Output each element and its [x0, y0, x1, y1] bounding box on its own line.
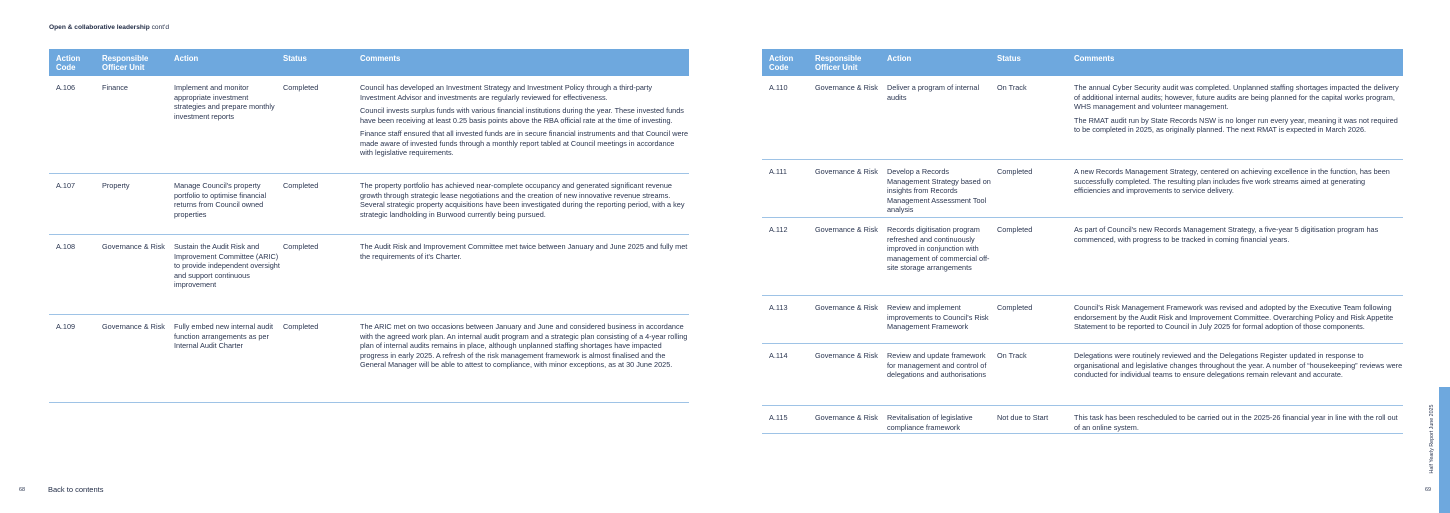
table-row	[762, 160, 1403, 218]
page-number-right: 69	[1425, 487, 1432, 493]
status-text: Completed	[283, 181, 319, 190]
status-text: Not due to Start	[997, 413, 1049, 422]
action-code: A.112	[769, 225, 788, 234]
heading-suffix: cont'd	[149, 24, 170, 31]
action-code: A.108	[56, 242, 76, 251]
table-header	[762, 49, 1403, 76]
table-row	[49, 174, 689, 235]
comment-paragraph: The property portfolio has achieved near-complete occupancy and generated significant revenue growth through strategic lease negotiations and the creation of new innovative revenue streams. Several strategic property acquisitions have been investigated during the reporting period, with a key strategic landholding in Burwood currently being pursued.	[360, 181, 685, 219]
action-code: A.110	[769, 83, 788, 92]
table-row	[762, 296, 1403, 344]
comments-cell	[360, 83, 689, 162]
comments-cell	[1074, 167, 1403, 200]
col-responsible-unit: Responsible Officer Unit	[102, 54, 149, 72]
col-status: Status	[997, 54, 1021, 63]
responsible-unit: Governance & Risk	[815, 413, 878, 422]
comments-cell	[1074, 225, 1403, 248]
responsible-unit: Governance & Risk	[815, 303, 878, 312]
action-code: A.113	[769, 303, 788, 312]
table-body	[49, 76, 689, 403]
side-tab	[1439, 387, 1450, 513]
responsible-unit: Finance	[102, 83, 128, 92]
action-text: Implement and monitor appropriate investment strategies and prepare monthly investment reports	[174, 83, 275, 121]
comment-paragraph: Council has developed an Investment Strategy and Investment Policy through a third-party Investment Advisor and investments are regularly reviewed for effectiveness.	[360, 83, 653, 102]
comment-paragraph: This task has been rescheduled to be carried out in the 2025-26 financial year in line with the roll out of an online system.	[1074, 413, 1398, 432]
comment-paragraph: The RMAT audit run by State Records NSW is no longer run every year, meaning it was not required to be completed in 2025, as originally planned. The next RMAT is expected in March 2026.	[1074, 115, 1398, 134]
responsible-unit: Governance & Risk	[815, 83, 878, 92]
action-text: Deliver a program of internal audits	[887, 83, 980, 102]
col-action: Action	[174, 54, 199, 63]
responsible-unit: Property	[102, 181, 130, 190]
comment-paragraph: The ARIC met on two occasions between January and June and considered business in accordance with the agreed work plan. An internal audit program and a strategic plan consisting of a 4-year rolling plan of internal audits remains in place, although unplanned staffing shortages have impacted progress in early 2025. A refresh of the risk management framework is almost finalised and the General Manager will be able to attest to compliance, with minor exceptions, as at 30 June 2025.	[360, 322, 688, 369]
heading-bold: Open & collaborative leadership	[49, 24, 150, 31]
comments-cell	[1074, 83, 1403, 139]
table-row	[762, 344, 1403, 406]
responsible-unit: Governance & Risk	[102, 242, 165, 251]
actions-table-left	[49, 49, 689, 403]
comments-cell	[360, 242, 689, 265]
comments-cell	[1074, 303, 1403, 336]
report-side-label	[1427, 396, 1437, 482]
table-row	[49, 235, 689, 315]
col-comments: Comments	[360, 54, 401, 63]
comment-paragraph: A new Records Management Strategy, centered on achieving excellence in the function, has been successfully completed. The resulting plan includes five work streams aimed at generating efficiencies and improvements to service delivery.	[1074, 167, 1390, 195]
status-text: Completed	[283, 83, 319, 92]
table-row	[49, 76, 689, 174]
action-code: A.115	[769, 413, 788, 422]
page-number-left: 68	[19, 487, 26, 493]
action-text: Review and update framework for management and control of delegations and authorisations	[887, 351, 987, 379]
actions-table-right	[762, 49, 1403, 434]
col-status: Status	[283, 54, 307, 63]
status-text: Completed	[997, 225, 1033, 234]
back-to-contents-link[interactable]: Back to contents	[48, 485, 104, 494]
report-side-label-text: Half Yearly Report June 2025	[1429, 404, 1435, 474]
responsible-unit: Governance & Risk	[815, 167, 878, 176]
action-code: A.114	[769, 351, 788, 360]
table-row	[49, 315, 689, 403]
status-text: Completed	[997, 167, 1033, 176]
status-text: On Track	[997, 351, 1027, 360]
action-text: Develop a Records Management Strategy based on insights from Records Management Assessment Tool analysis	[887, 167, 991, 214]
comment-paragraph: Council invests surplus funds with various financial institutions during the year. These invested funds have been receiving at least 0.25 basis points above the RBA official rate at the time of investing.	[360, 106, 684, 125]
action-text: Sustain the Audit Risk and Improvement Committee (ARIC) to provide independent oversight and support continuous improvement	[174, 242, 280, 289]
action-text: Revitalisation of legislative compliance framework	[887, 413, 973, 432]
page-heading	[49, 24, 169, 31]
responsible-unit: Governance & Risk	[102, 322, 165, 331]
comments-cell	[360, 322, 689, 374]
table-body	[762, 76, 1403, 434]
action-code: A.107	[56, 181, 76, 190]
comment-paragraph: Council's Risk Management Framework was revised and adopted by the Executive Team following endorsement by the Audit Risk and Improvement Committee. Overarching Policy and Risk Appetite Statement to be reported to Council in July 2025 for formal adoption of those components.	[1074, 303, 1394, 331]
comment-paragraph: The annual Cyber Security audit was completed. Unplanned staffing shortages impacted the delivery of additional internal audits; however, future audits are being planned for the capital works program, WHS management and volunteer management.	[1074, 83, 1399, 111]
action-text: Manage Council's property portfolio to optimise financial returns from Council owned properties	[174, 181, 267, 219]
action-code: A.109	[56, 322, 76, 331]
col-action-code: Action Code	[769, 54, 794, 72]
comment-paragraph: The Audit Risk and Improvement Committee met twice between January and June 2025 and fully met the requirements of it's Charter.	[360, 242, 688, 261]
comment-paragraph: As part of Council's new Records Management Strategy, a five-year 5 digitisation program has commenced, with progress to be tracked in coming financial years.	[1074, 225, 1379, 244]
col-action: Action	[887, 54, 912, 63]
action-text: Fully embed new internal audit function arrangements as per Internal Audit Charter	[174, 322, 273, 350]
status-text: On Track	[997, 83, 1027, 92]
table-header	[49, 49, 689, 76]
table-row	[762, 406, 1403, 434]
table-row	[762, 218, 1403, 296]
status-text: Completed	[283, 242, 319, 251]
action-code: A.111	[769, 167, 787, 176]
responsible-unit: Governance & Risk	[815, 225, 878, 234]
col-comments: Comments	[1074, 54, 1115, 63]
status-text: Completed	[997, 303, 1033, 312]
comments-cell	[1074, 351, 1403, 384]
comment-paragraph: Delegations were routinely reviewed and the Delegations Register updated in response to organisational and legislative changes throughout the year. A number of “housekeeping” reviews were conducted for individual teams to ensure delegations remain relevant and accurate.	[1074, 351, 1403, 379]
action-text: Records digitisation program refreshed and continuously improved in conjunction with management of commercial off-site storage arrangements	[887, 225, 990, 272]
comments-cell	[1074, 413, 1403, 436]
col-action-code: Action Code	[56, 54, 81, 72]
table-row	[762, 76, 1403, 160]
comment-paragraph: Finance staff ensured that all invested funds are in secure financial instruments and that Council were made aware of invested funds through a monthly report tabled at Council meetings in accordance with legislative requirements.	[360, 129, 689, 157]
responsible-unit: Governance & Risk	[815, 351, 878, 360]
comments-cell	[360, 181, 689, 223]
action-text: Review and implement improvements to Council's Risk Management Framework	[887, 303, 989, 331]
action-code: A.106	[56, 83, 76, 92]
status-text: Completed	[283, 322, 319, 331]
col-responsible-unit: Responsible Officer Unit	[815, 54, 862, 72]
